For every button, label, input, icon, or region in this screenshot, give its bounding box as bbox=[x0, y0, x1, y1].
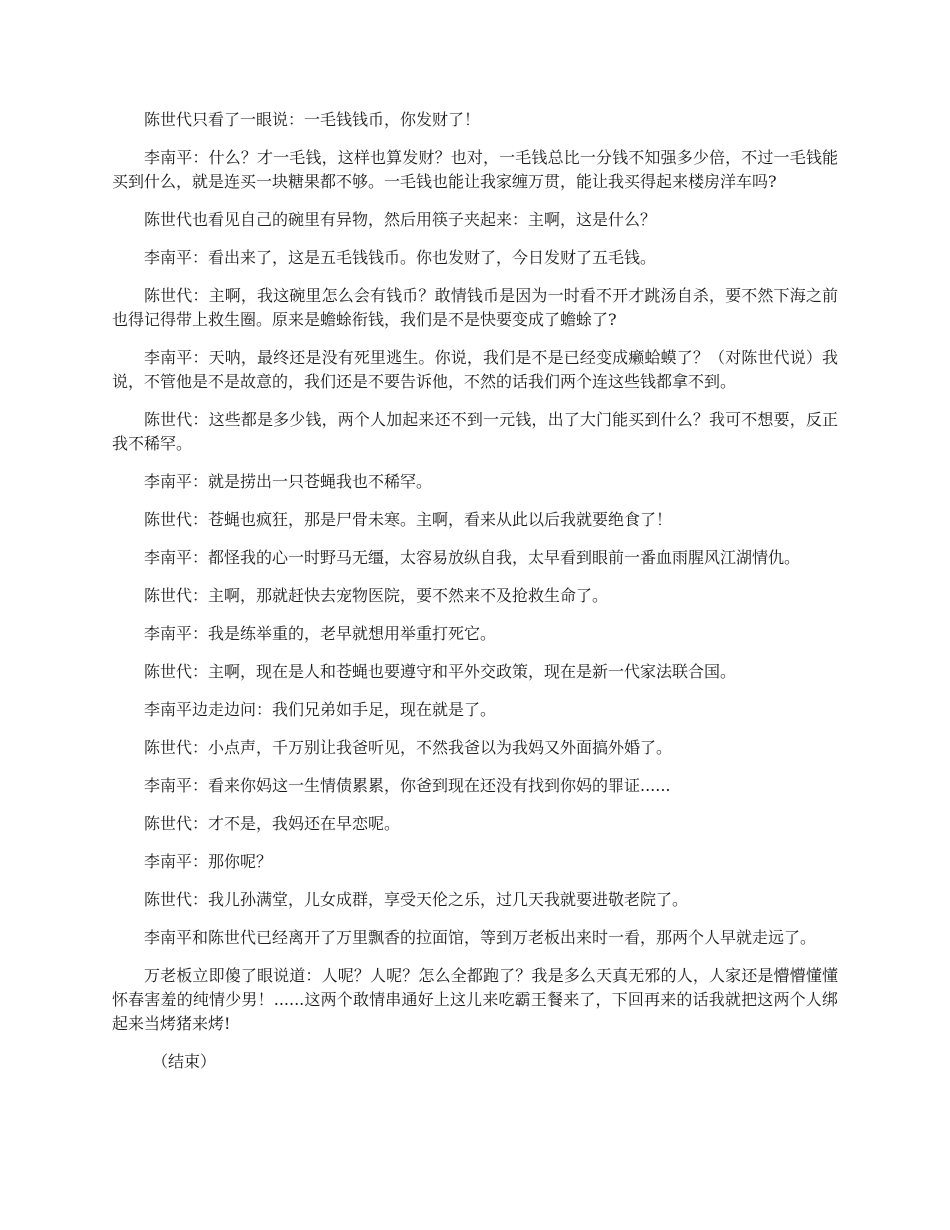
ending-note: （结束） bbox=[152, 1052, 217, 1071]
paragraph: 陈世代也看见自己的碗里有异物，然后用筷子夹起来：主啊，这是什么？ bbox=[144, 210, 657, 229]
paragraph: 李南平：什么？才一毛钱，这样也算发财？也对，一毛钱总比一分钱不知强多少倍，不过一毛钱能买到什么，就是连买一块糖果都不够。一毛钱也能让我家缠万贯，能让我买得起来楼房洋车吗? bbox=[112, 148, 838, 191]
paragraph: 陈世代只看了一眼说：一毛钱钱币，你发财了！ bbox=[144, 110, 481, 129]
paragraph: 李南平：我是练举重的，老早就想用举重打死它。 bbox=[144, 624, 497, 643]
paragraph: 陈世代：苍蝇也疯狂，那是尸骨未寒。主啊，看来从此以后我就要绝食了！ bbox=[144, 510, 673, 529]
paragraph: 陈世代：小点声，千万别让我爸听见，不然我爸以为我妈又外面搞外婚了。 bbox=[144, 738, 673, 757]
paragraph: 李南平：看来你妈这一生情债累累，你爸到现在还没有找到你妈的罪证...... bbox=[144, 776, 671, 795]
paragraph: 陈世代：我儿孙满堂，儿女成群，享受天伦之乐，过几天我就要进敬老院了。 bbox=[144, 890, 689, 909]
paragraph: 李南平：就是捞出一只苍蝇我也不稀罕。 bbox=[144, 472, 433, 491]
paragraph: 陈世代：这些都是多少钱，两个人加起来还不到一元钱，出了大门能买到什么？我可不想要，反正我不稀罕。 bbox=[112, 410, 838, 453]
paragraph: 陈世代：主啊，我这碗里怎么会有钱币？敢情钱币是因为一时看不开才跳汤自杀，要不然下海之前也得记得带上救生圈。原来是蟾蜍衔钱，我们是不是快要变成了蟾蜍了? bbox=[112, 286, 838, 329]
paragraph: 李南平：看出来了，这是五毛钱钱币。你也发财了，今日发财了五毛钱。 bbox=[144, 248, 657, 267]
paragraph: 陈世代：主啊，那就赶快去宠物医院，要不然来不及抢救生命了。 bbox=[144, 586, 609, 605]
paragraph: 李南平：都怪我的心一时野马无缰，太容易放纵自我，太早看到眼前一番血雨腥风江湖情仇。 bbox=[144, 548, 801, 567]
paragraph: 万老板立即傻了眼说道：人呢？人呢？怎么全都跑了？我是多么天真无邪的人，人家还是懵懵懂懂怀春害羞的纯情少男！......这两个敢情串通好上这儿来吃霸王餐来了，下回再来的话我就把这两个人绑起来当烤猪来烤! bbox=[112, 966, 838, 1033]
paragraph: 李南平边走边问：我们兄弟如手足，现在就是了。 bbox=[144, 700, 497, 719]
paragraph: 李南平和陈世代已经离开了万里飘香的拉面馆，等到万老板出来时一看，那两个人早就走远了。 bbox=[144, 928, 817, 947]
paragraph: 陈世代：主啊，现在是人和苍蝇也要遵守和平外交政策，现在是新一代家法联合国。 bbox=[144, 662, 737, 681]
paragraph: 李南平：那你呢？ bbox=[144, 852, 273, 871]
document-body bbox=[112, 108, 838, 1088]
paragraph: 李南平：天呐，最终还是没有死里逃生。你说，我们是不是已经变成癞蛤蟆了？（对陈世代说）我说，不管他是不是故意的，我们还是不要告诉他，不然的话我们两个连这些钱都拿不到。 bbox=[112, 348, 838, 391]
paragraph: 陈世代：才不是，我妈还在早恋呢。 bbox=[144, 814, 401, 833]
